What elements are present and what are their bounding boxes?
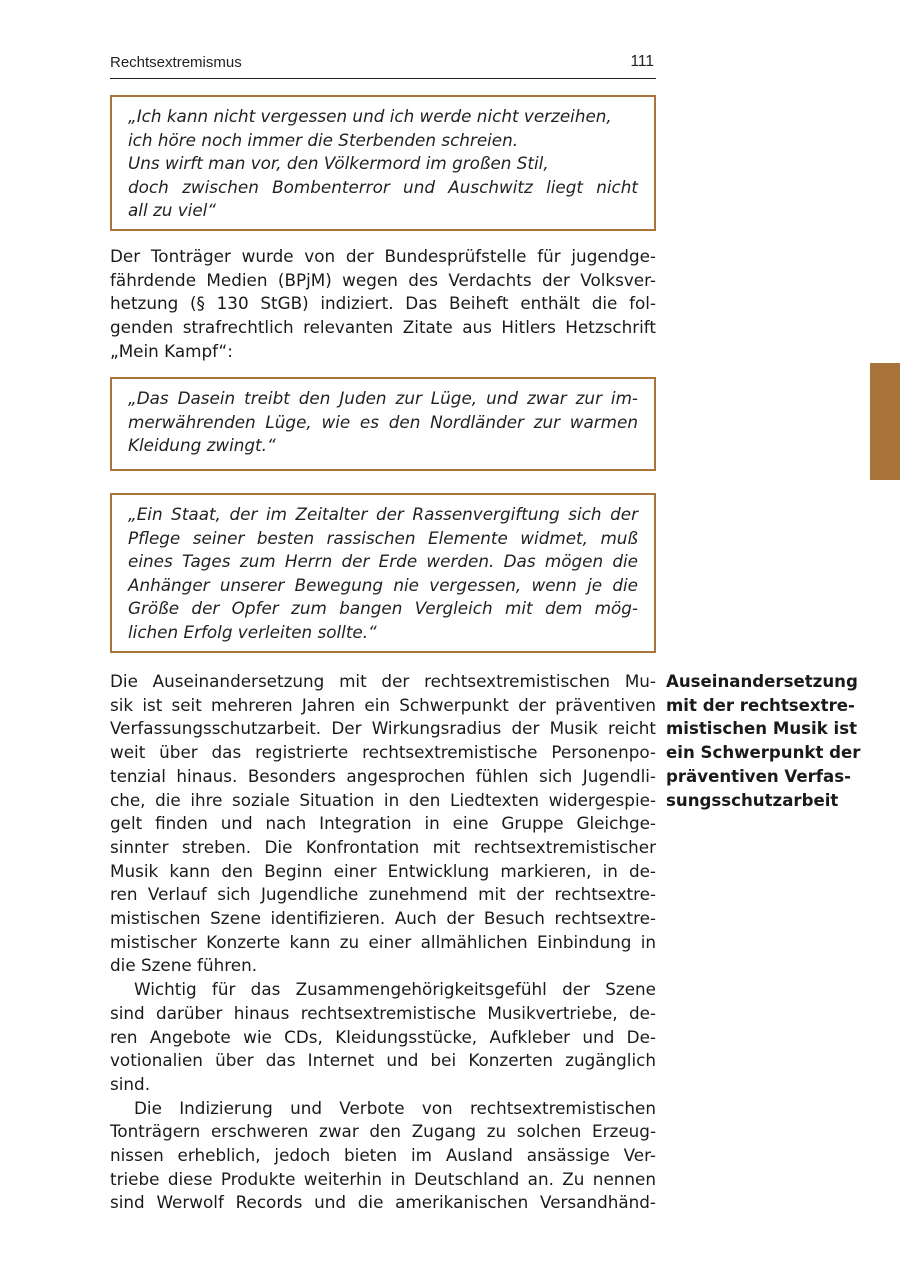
text-line: fährdende Medien (BPjM) wegen des Verdachts der Volksver- xyxy=(110,269,656,290)
text-line: weit über das registrierte rechtsextremistische Personenpo- xyxy=(110,742,656,763)
text-line: ren Verlauf sich Jugendliche zunehmend mit der rechtsextre- xyxy=(110,884,656,905)
margin-note-line: Auseinandersetzung xyxy=(666,672,858,691)
quote-box-mein-kampf-2 xyxy=(110,493,656,653)
text-line: Die Indizierung und Verbote von rechtsextremistischen xyxy=(134,1097,656,1118)
page-number: 111 xyxy=(630,53,654,70)
text-line: Musik kann den Beginn einer Entwicklung markieren, in de- xyxy=(110,860,656,881)
text-line: triebe diese Produkte weiterhin in Deutschland an. Zu nennen xyxy=(110,1168,656,1189)
quote-line: „Ich kann nicht vergessen und ich werde nicht verzeihen, xyxy=(128,106,612,126)
text-line: mistischer Konzerte kann zu einer allmählichen Einbindung in xyxy=(110,931,656,952)
quote-line: „Das Dasein treibt den Juden zur Lüge, und zwar zur im- xyxy=(128,388,638,408)
text-line: gelt finden und nach Integration in eine Gruppe Gleichge- xyxy=(110,813,656,834)
text-line: Verfassungsschutzarbeit. Der Wirkungsradius der Musik reicht xyxy=(110,718,656,739)
paragraph-indexing xyxy=(110,245,656,364)
quote-line: eines Tages zum Herrn der Erde werden. Das mögen die xyxy=(128,551,638,572)
margin-note-line: mit der rechtsextre- xyxy=(666,695,855,715)
quote-line: doch zwischen Bombenterror und Auschwitz liegt nicht xyxy=(128,176,638,197)
margin-note-line: sungsschutzarbeit xyxy=(666,790,839,810)
quote-line: all zu viel“ xyxy=(128,200,216,221)
quote-line: Anhänger unserer Bewegung nie vergessen, wenn je die xyxy=(128,574,638,595)
margin-note-line: präventiven Verfas- xyxy=(666,766,851,786)
margin-note-line: ein Schwerpunkt der xyxy=(666,743,861,763)
text-line: Wichtig für das Zusammengehörigkeitsgefühl der Szene xyxy=(134,979,656,1000)
quote-line: lichen Erfolg verleiten sollte.“ xyxy=(128,621,377,642)
text-line: Tonträgern erschweren zwar den Zugang zu solchen Erzeug- xyxy=(110,1121,656,1142)
text-line: tenzial hinaus. Besonders angesprochen fühlen sich Jugendli- xyxy=(110,765,656,786)
quote-line: ich höre noch immer die Sterbenden schreien. xyxy=(128,129,519,150)
text-line: mistischen Szene identifizieren. Auch der Besuch rechtsextre- xyxy=(110,908,656,929)
quote-line: „Ein Staat, der im Zeitalter der Rassenvergiftung sich der xyxy=(128,504,638,524)
quote-box-mein-kampf-1 xyxy=(110,377,656,471)
text-line: sinnter streben. Die Konfrontation mit rechtsextremistischer xyxy=(110,836,656,857)
margin-note-line: mistischen Musik ist xyxy=(666,719,858,739)
paragraph-music-prevention xyxy=(110,670,656,1215)
text-line: nissen erheblich, jedoch bieten im Ausland ansässige Ver- xyxy=(110,1145,656,1166)
text-line: hetzung (§ 130 StGB) indiziert. Das Beiheft enthält die fol- xyxy=(110,293,656,314)
text-line: sind Werwolf Records und die amerikanischen Versandhänd- xyxy=(110,1192,656,1213)
text-line: sind darüber hinaus rechtsextremistische Musikvertriebe, de- xyxy=(110,1002,656,1023)
quote-line: Größe der Opfer zum bangen Vergleich mit dem mög- xyxy=(128,598,638,619)
text-line: votionalien über das Internet und bei Konzerten zugänglich xyxy=(110,1050,656,1071)
text-line: sik ist seit mehreren Jahren ein Schwerpunkt der präventiven xyxy=(110,694,656,715)
text-line: Der Tonträger wurde von der Bundesprüfstelle für jugendge- xyxy=(110,246,656,266)
running-header xyxy=(110,52,656,79)
chapter-thumb-tab xyxy=(870,363,900,480)
text-line: Die Auseinandersetzung mit der rechtsextremistischen Mu- xyxy=(110,671,656,691)
quote-line: Pflege seiner besten rassischen Elemente widmet, muß xyxy=(128,527,638,548)
quote-line: Uns wirft man vor, den Völkermord im großen Stil, xyxy=(128,153,549,174)
text-line: „Mein Kampf“: xyxy=(110,340,233,361)
text-line: die Szene führen. xyxy=(110,955,258,976)
text-line: che, die ihre soziale Situation in den Liedtexten widergespie- xyxy=(110,789,656,810)
quote-line: Kleidung zwingt.“ xyxy=(128,435,276,456)
text-line: sind. xyxy=(110,1073,151,1094)
quote-box-song-lyrics xyxy=(110,95,656,231)
running-title: Rechtsextremismus xyxy=(110,54,242,71)
quote-line: merwährenden Lüge, wie es den Nordländer zur warmen xyxy=(128,411,638,432)
margin-note xyxy=(666,670,866,812)
text-line: genden strafrechtlich relevanten Zitate aus Hitlers Hetzschrift xyxy=(110,317,656,338)
text-line: ren Angebote wie CDs, Kleidungsstücke, Aufkleber und De- xyxy=(110,1026,656,1047)
